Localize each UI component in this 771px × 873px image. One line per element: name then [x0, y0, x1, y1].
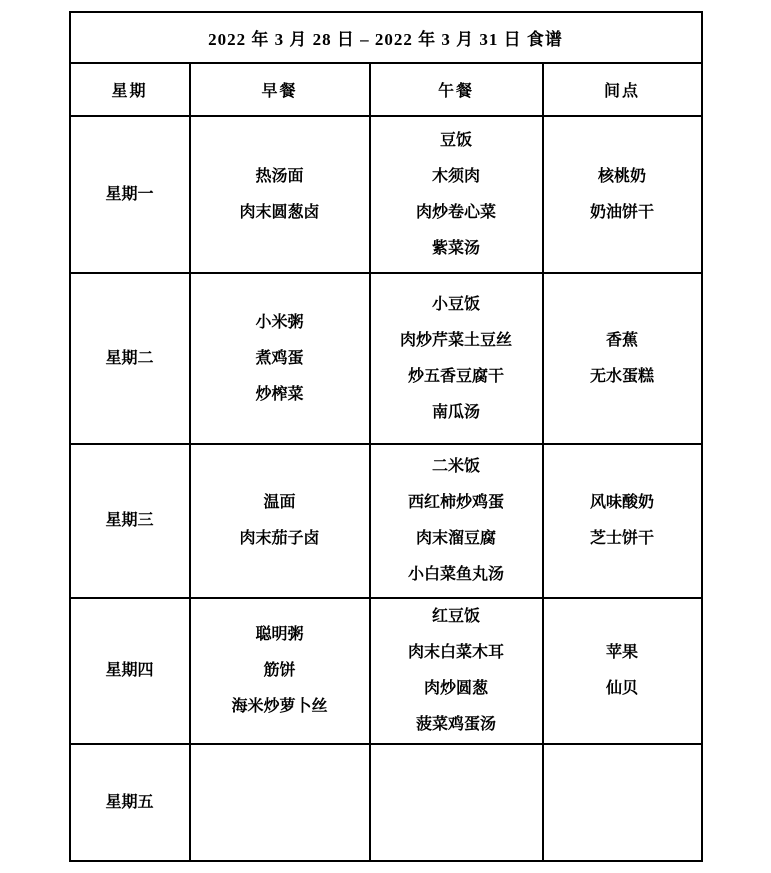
day-label: 星期五: [105, 793, 154, 811]
snack-cell: [543, 273, 702, 444]
header-breakfast: 早餐: [190, 63, 370, 116]
dish-line: 小白菜鱼丸汤: [407, 566, 504, 583]
table-row-monday: [70, 116, 702, 273]
header-snack: 间点: [543, 63, 702, 116]
dish-line: 核桃奶: [597, 167, 646, 185]
day-label: 星期一: [105, 185, 154, 203]
dish-line: 风味酸奶: [589, 494, 654, 511]
day-cell: [70, 598, 190, 744]
snack-cell: [543, 116, 702, 273]
lunch-cell: [370, 273, 543, 444]
snack-cell: [543, 444, 702, 598]
dish-line: 苹果: [605, 644, 638, 661]
lunch-cell: [370, 116, 543, 273]
breakfast-cell: [190, 598, 370, 744]
table-row-tuesday: [70, 273, 702, 444]
dish-line: 肉末茄子卤: [239, 530, 320, 547]
dish-line: 海米炒萝卜丝: [231, 698, 328, 715]
lunch-cell: [370, 598, 543, 744]
breakfast-cell: [190, 273, 370, 444]
dish-line: 肉末白菜木耳: [407, 644, 504, 661]
dish-line: 小米粥: [255, 313, 304, 331]
menu-table: [69, 11, 703, 862]
dish-line: 肉末溜豆腐: [415, 530, 496, 547]
dish-line: 木须肉: [431, 167, 480, 185]
snack-cell: [543, 598, 702, 744]
dish-line: 温面: [263, 494, 296, 511]
day-cell: [70, 273, 190, 444]
dish-line: 炒五香豆腐干: [407, 367, 504, 385]
dish-line: 筋饼: [263, 662, 296, 679]
dish-line: 南瓜汤: [431, 403, 480, 421]
dish-line: 香蕉: [605, 331, 638, 349]
dish-line: 西红柿炒鸡蛋: [407, 494, 504, 511]
dish-line: 芝士饼干: [589, 530, 654, 547]
table-row-wednesday: [70, 444, 702, 598]
title-row: [70, 12, 702, 63]
lunch-cell-empty: [370, 744, 543, 861]
page-title: 2022 年 3 月 28 日 – 2022 年 3 月 31 日 食谱: [70, 12, 702, 63]
dish-line: 菠菜鸡蛋汤: [415, 716, 496, 733]
snack-cell-empty: [543, 744, 702, 861]
dish-line: 小豆饭: [431, 295, 480, 313]
breakfast-cell: [190, 116, 370, 273]
dish-line: 炒榨菜: [255, 385, 304, 403]
day-label: 星期三: [105, 512, 154, 529]
dish-line: 肉炒圆葱: [423, 680, 488, 697]
lunch-cell: [370, 444, 543, 598]
day-cell: [70, 744, 190, 861]
breakfast-cell: [190, 444, 370, 598]
dish-line: 无水蛋糕: [589, 367, 654, 385]
dish-line: 聪明粥: [255, 626, 304, 643]
day-cell: [70, 444, 190, 598]
table-row-friday: [70, 744, 702, 861]
dish-line: 热汤面: [255, 167, 304, 185]
day-label: 星期四: [105, 662, 154, 679]
dish-line: 肉末圆葱卤: [239, 203, 320, 221]
header-row: [70, 63, 702, 116]
header-day: 星期: [70, 63, 190, 116]
header-lunch: 午餐: [370, 63, 543, 116]
table-row-thursday: [70, 598, 702, 744]
dish-line: 紫菜汤: [431, 239, 480, 257]
breakfast-cell-empty: [190, 744, 370, 861]
dish-line: 肉炒卷心菜: [415, 203, 496, 221]
dish-line: 仙贝: [605, 680, 638, 697]
dish-line: 红豆饭: [431, 608, 480, 625]
dish-line: 煮鸡蛋: [255, 349, 304, 367]
dish-line: 豆饭: [439, 131, 472, 149]
day-cell: [70, 116, 190, 273]
dish-line: 肉炒芹菜土豆丝: [399, 331, 512, 349]
day-label: 星期二: [105, 349, 154, 367]
dish-line: 二米饭: [431, 458, 480, 475]
dish-line: 奶油饼干: [589, 203, 654, 221]
